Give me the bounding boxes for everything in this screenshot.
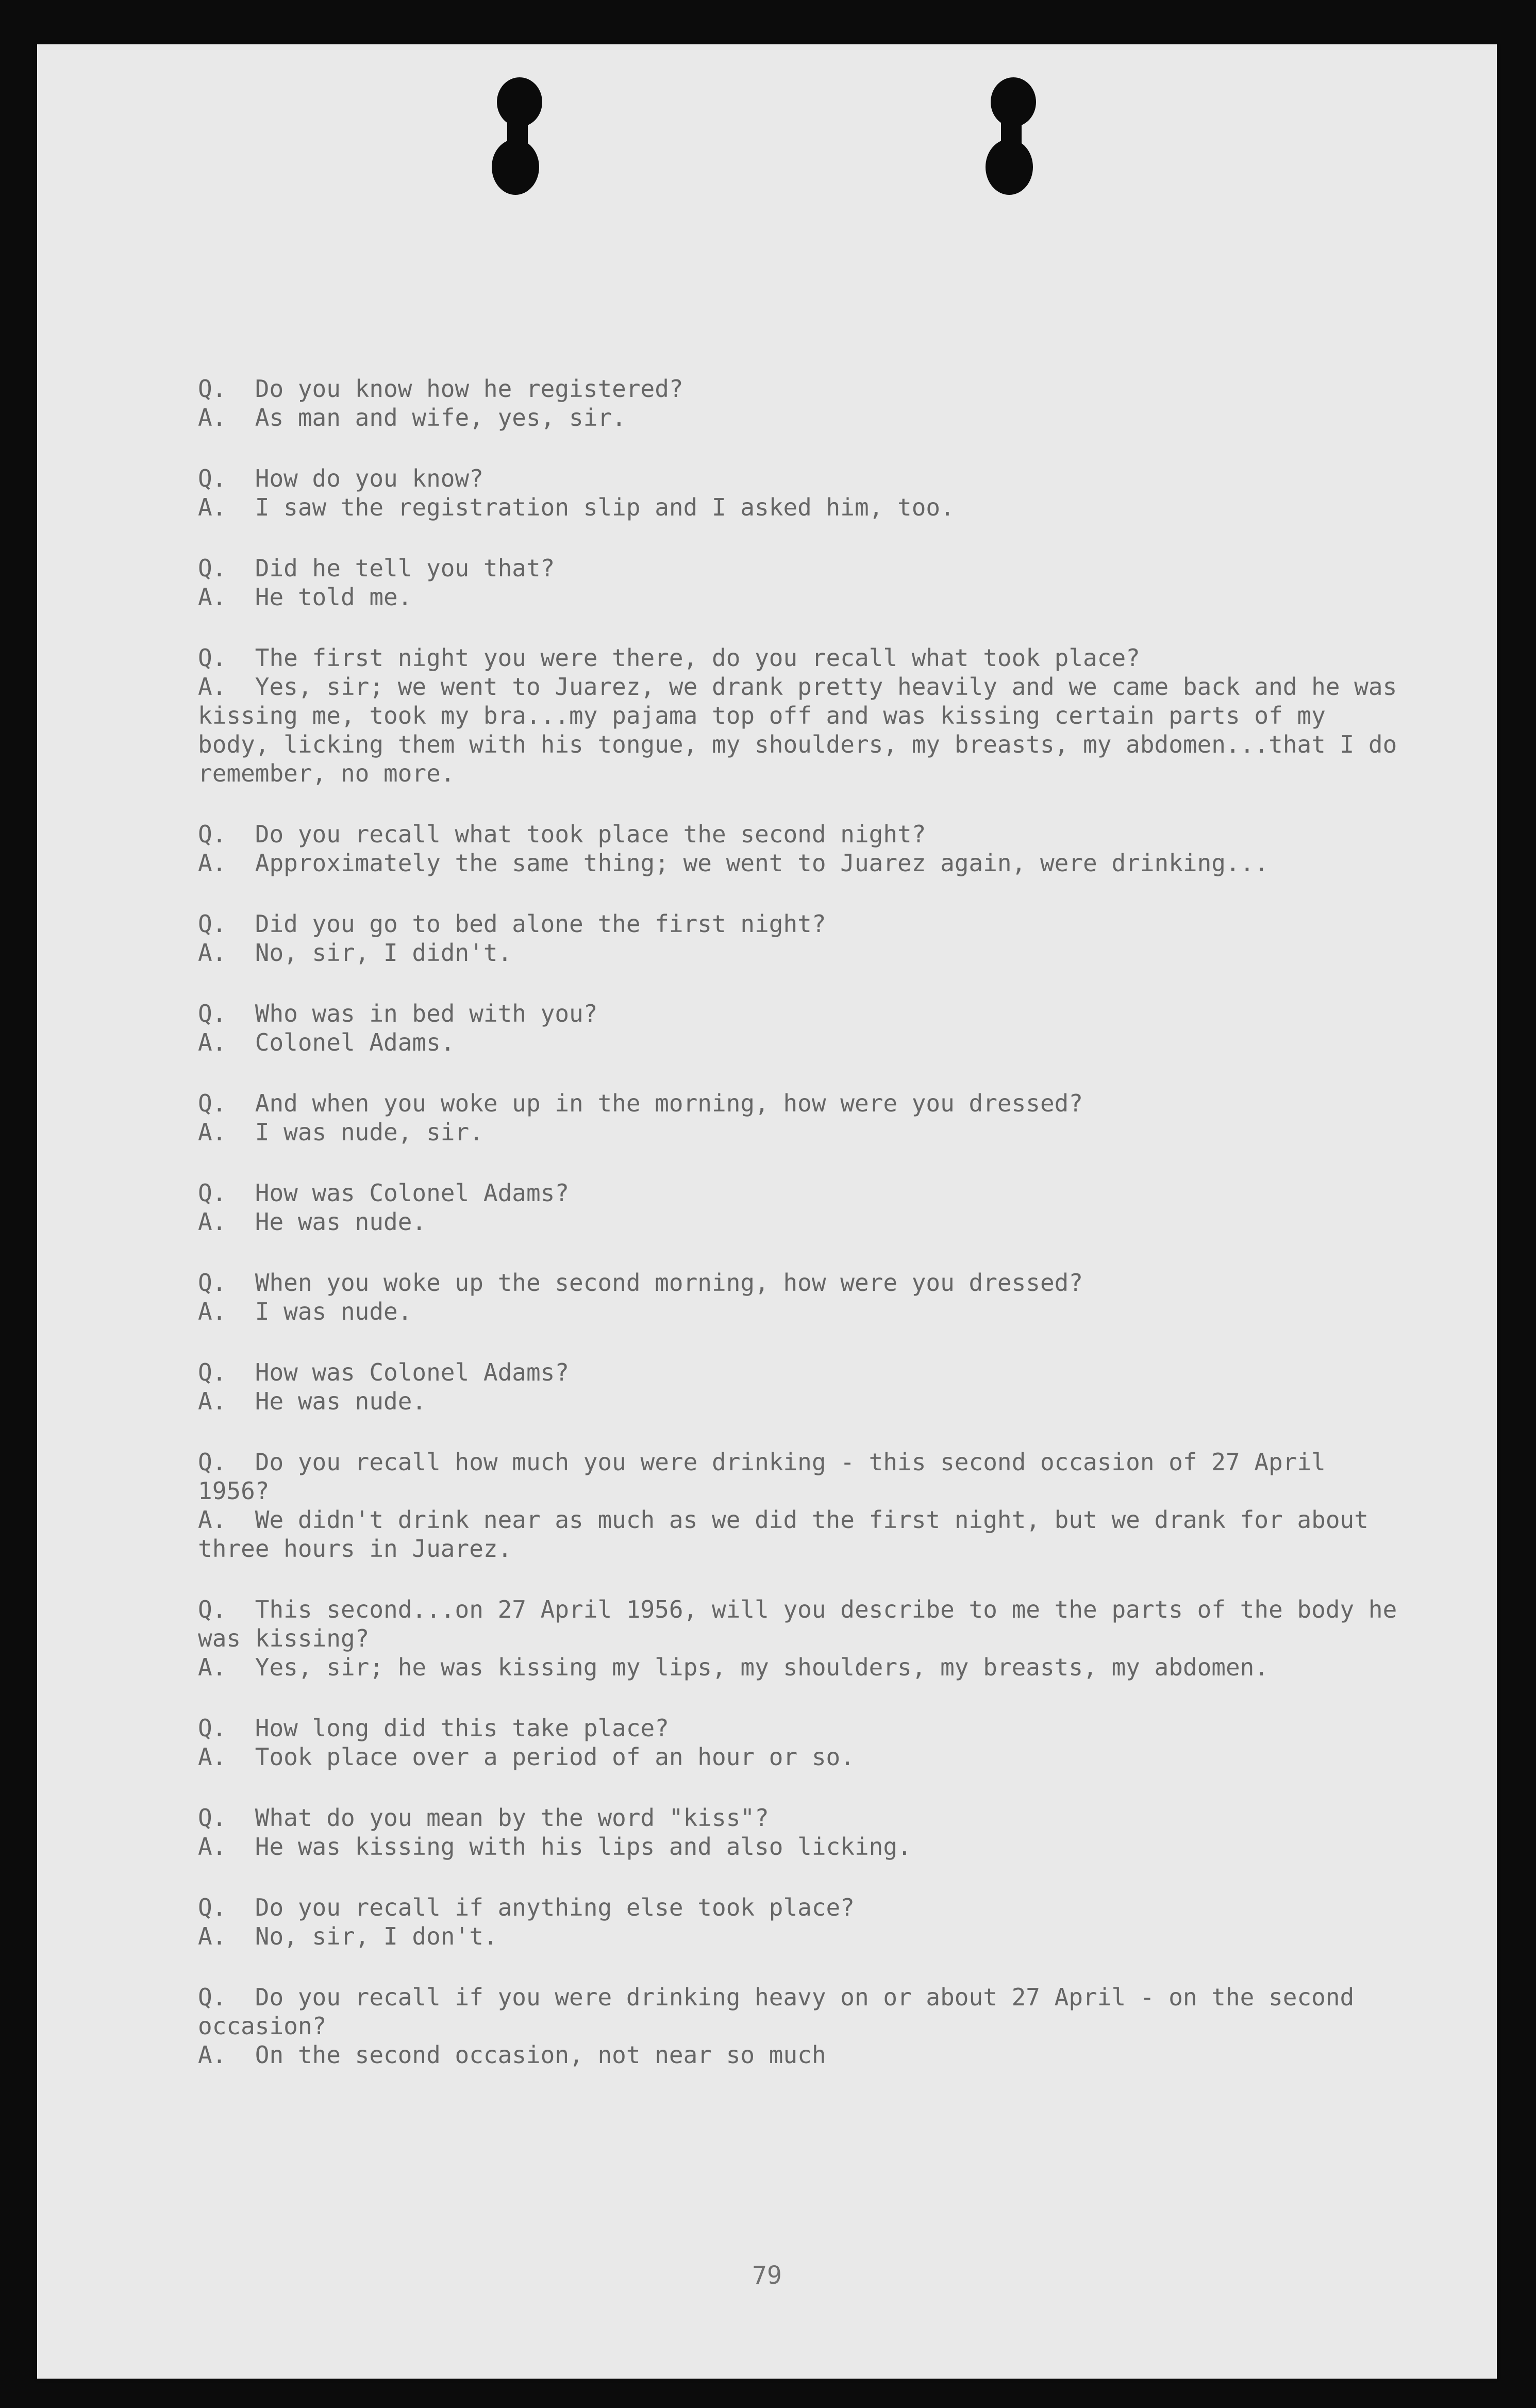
qa-pair — [198, 1358, 1399, 1416]
question-line: Q. How was Colonel Adams? — [198, 1179, 570, 1207]
qa-pair — [198, 820, 1399, 877]
qa-pair — [198, 999, 1399, 1057]
qa-pair — [198, 464, 1399, 522]
qa-pair — [198, 1178, 1399, 1236]
answer-line: A. He was nude. — [198, 1208, 427, 1236]
answer-line: A. I saw the registration slip and I asked him, too. — [198, 493, 955, 521]
answer-line: A. No, sir, I don't. — [198, 1922, 498, 1950]
question-line: Q. How was Colonel Adams? — [198, 1358, 570, 1386]
qa-pair — [198, 1983, 1399, 2069]
qa-pair — [198, 1803, 1399, 1861]
transcript-body — [198, 374, 1412, 2101]
question-line: Q. How long did this take place? — [198, 1714, 669, 1742]
answer-line: A. Yes, sir; he was kissing my lips, my shoulders, my breasts, my abdomen. — [198, 1653, 1269, 1681]
answer-line: A. He was kissing with his lips and also licking. — [198, 1833, 912, 1861]
question-line: Q. Do you recall if anything else took place? — [198, 1894, 855, 1921]
answer-line: A. I was nude. — [198, 1298, 412, 1325]
qa-pair — [198, 1893, 1399, 1951]
qa-pair — [198, 374, 1399, 432]
answer-line: A. He was nude. — [198, 1387, 427, 1415]
answer-line: A. Approximately the same thing; we went to Juarez again, were drinking... — [198, 849, 1269, 877]
question-line: Q. Did he tell you that? — [198, 554, 555, 582]
question-line: Q. Did you go to bed alone the first night? — [198, 910, 826, 938]
question-line: Q. How do you know? — [198, 464, 483, 492]
document-page — [37, 44, 1497, 2379]
question-line: Q. This second...on 27 April 1956, will you describe to me the parts of the body he was kissing? — [198, 1596, 1412, 1652]
answer-line: A. As man and wife, yes, sir. — [198, 404, 626, 431]
qa-pair — [198, 1714, 1399, 1771]
question-line: Q. When you woke up the second morning, how were you dressed? — [198, 1269, 1083, 1297]
question-line: Q. What do you mean by the word "kiss"? — [198, 1804, 769, 1832]
answer-line: A. On the second occasion, not near so much — [198, 2041, 826, 2069]
page-number: 79 — [752, 2261, 782, 2290]
question-line: Q. Do you know how he registered? — [198, 375, 683, 403]
question-line: Q. The first night you were there, do you recall what took place? — [198, 644, 1140, 672]
question-line: Q. Who was in bed with you? — [198, 1000, 598, 1027]
qa-pair — [198, 554, 1399, 611]
qa-pair — [198, 909, 1399, 967]
question-line: Q. Do you recall how much you were drinking - this second occasion of 27 April 1956? — [198, 1448, 1340, 1505]
qa-pair — [198, 1268, 1399, 1326]
answer-line: A. He told me. — [198, 583, 412, 611]
qa-pair — [198, 1595, 1412, 1682]
answer-line: A. Took place over a period of an hour or so. — [198, 1743, 855, 1771]
qa-pair — [198, 1448, 1399, 1563]
answer-line: A. We didn't drink near as much as we did the first night, but we drank for about three hours in Juarez. — [198, 1506, 1383, 1563]
qa-pair — [198, 643, 1412, 788]
answer-line: A. Colonel Adams. — [198, 1028, 455, 1056]
answer-line: A. I was nude, sir. — [198, 1118, 483, 1146]
question-line: Q. Do you recall what took place the second night? — [198, 820, 926, 848]
punch-hole-left — [490, 75, 545, 199]
question-line: Q. And when you woke up in the morning, how were you dressed? — [198, 1089, 1083, 1117]
punch-hole-right — [983, 75, 1039, 199]
answer-line: A. No, sir, I didn't. — [198, 939, 512, 967]
answer-line: A. Yes, sir; we went to Juarez, we drank pretty heavily and we came back and he was kissing me, took my bra...my pajama top off and was kissing certain parts of my body, licking them with his tongue, my shoulders, my breasts, my abdomen...that I do remember, no more. — [198, 673, 1412, 787]
question-line: Q. Do you recall if you were drinking heavy on or about 27 April - on the second occasion? — [198, 1983, 1368, 2040]
qa-pair — [198, 1089, 1399, 1147]
